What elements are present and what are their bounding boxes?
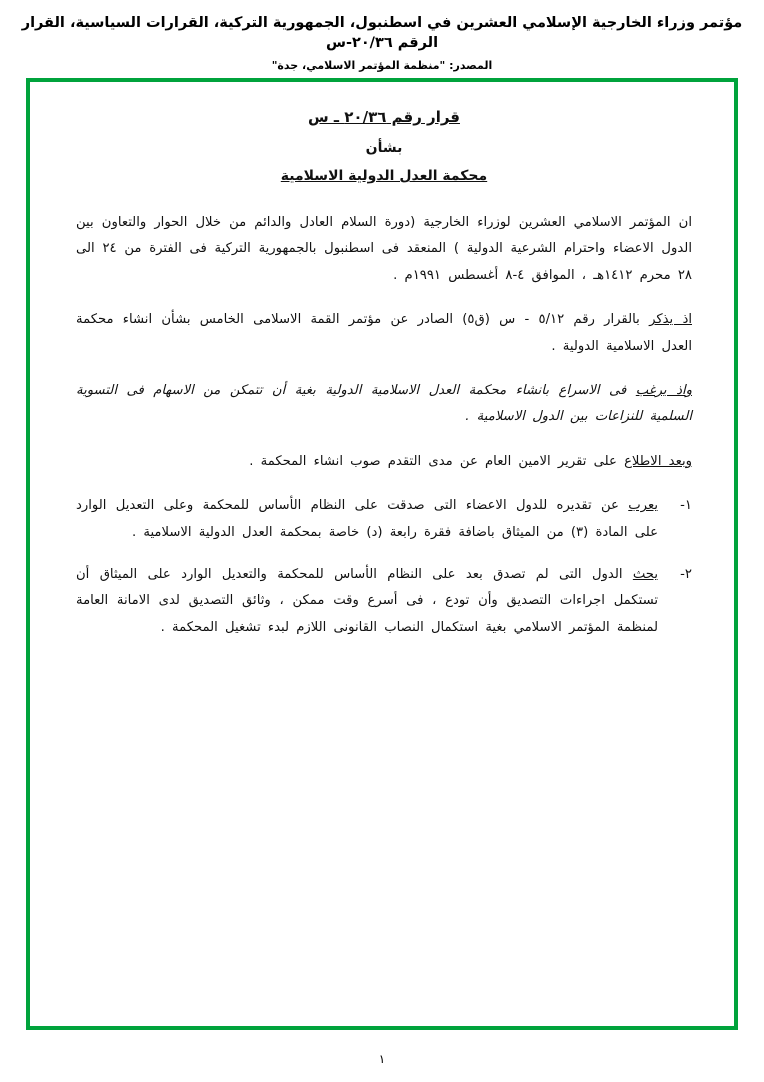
resolution-number: قرار رقم ٢٠/٣٦ ـ س (308, 108, 460, 126)
document-title-block (76, 108, 692, 184)
paragraph-text: فى الاسراع بانشاء محكمة العدل الاسلامية الدولية بغية أن تتمكن من الاسهام فى التسوية السلمية للنزاعات بين الدول الاسلامية . (76, 383, 692, 425)
subject-label: بشأن (365, 140, 403, 156)
desire-paragraph (76, 378, 692, 431)
item-number: ١- (680, 498, 692, 514)
item-number: ٢- (680, 567, 692, 583)
paragraph-text: بالقرار رقم ٥/١٢ - س (ق٥) الصادر عن مؤتمر القمة الاسلامى الخامس بشأن انشاء محكمة العدل الاسلامية الدولية . (76, 312, 692, 354)
header-title: مؤتمر وزراء الخارجية الإسلامي العشرين في اسطنبول، الجمهورية التركية، القرارات السياسية، القرار الرقم ٢٠/٣٦-س (21, 15, 743, 51)
item-lead: يعرب (628, 498, 658, 514)
list-item (76, 493, 692, 546)
list-item (76, 562, 692, 641)
preamble-paragraph (76, 210, 692, 289)
page-header (0, 0, 764, 72)
page-footer (0, 1052, 764, 1066)
paragraph-text: ان المؤتمر الاسلامي العشرين لوزراء الخارجية (دورة السلام العادل والدائم من خلال الحوار والتعاون بين الدول الاعضاء واحترام الشرعية الدولية ) المنعقد فى اسطنبول بالجمهورية التركية فى الفترة من ٢٤ الى ٢٨ محرم ١٤١٢هـ ، الموافق ٤-٨ أغسطس ١٩٩١م . (76, 215, 692, 283)
paragraph-text: على تقرير الامين العام عن مدى التقدم صوب انشاء المحكمة . (249, 453, 625, 469)
paragraph-lead: وبعد الاطلاع (624, 453, 692, 469)
recall-paragraph (76, 307, 692, 360)
item-text: عن تقديره للدول الاعضاء التى صدقت على النظام الأساس للمحكمة وعلى التعديل الوارد على المادة (٣) من الميثاق باضافة فقرة رابعة (د) خاصة بمحكمة العدل الدولية الاسلامية . (76, 498, 658, 540)
item-paragraph (76, 562, 658, 641)
item-paragraph (76, 493, 658, 546)
document-frame (26, 78, 738, 1030)
item-text: الدول التى لم تصدق بعد على النظام الأساس للمحكمة والتعديل الوارد على الميثاق أن تستكمل اجراءات التصديق وأن تودع ، فى أسرع وقت ممكن ، وثائق التصديق لدى الامانة العامة لمنظمة المؤتمر الاسلامي بغية استكمال النصاب القانونى اللازم لبدء تشغيل المحكمة . (76, 567, 658, 635)
document-body (30, 82, 734, 1026)
header-source: المصدر: "منظمة المؤتمر الاسلامي، جدة" (271, 59, 493, 73)
review-paragraph (76, 449, 692, 475)
paragraph-lead: واذ يرغب (635, 383, 692, 399)
page-number: ١ (378, 1052, 386, 1066)
paragraph-lead: اذ يذكر (649, 312, 692, 328)
subject-title: محكمة العدل الدولية الاسلامية (280, 168, 488, 184)
item-lead: يحث (632, 567, 658, 583)
